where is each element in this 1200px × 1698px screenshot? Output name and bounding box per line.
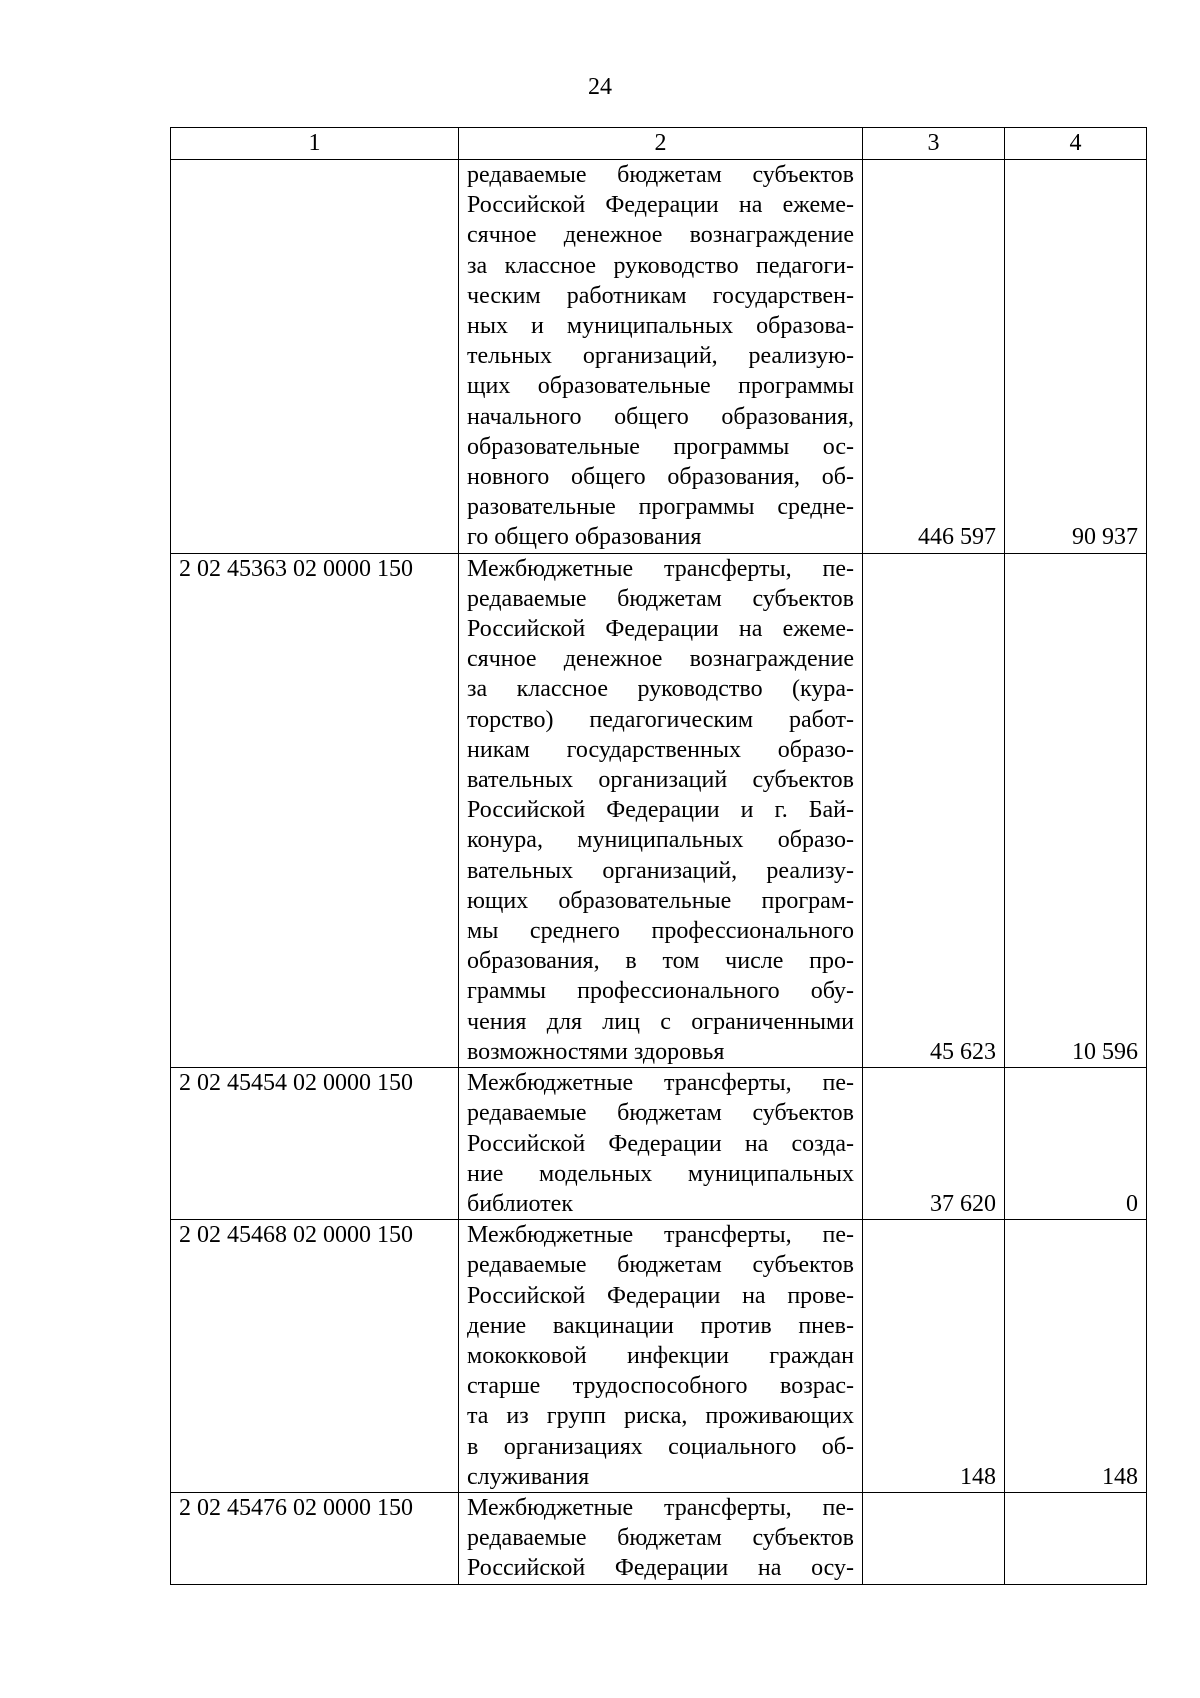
budget-table xyxy=(170,127,1147,1585)
amount-col4-cell xyxy=(1005,1492,1147,1584)
description-line: го общего образования xyxy=(467,524,702,551)
amount-col3-cell: 446 597 xyxy=(863,160,1005,554)
description-line: конура, муниципальных образо- xyxy=(467,827,854,854)
description-line: Межбюджетные трансферты, пе- xyxy=(467,1070,854,1097)
description-line: чения для лиц с ограниченными xyxy=(467,1008,854,1035)
description-line: Российской Федерации и г. Бай- xyxy=(467,797,854,824)
description-line: в организациях социального об- xyxy=(467,1433,854,1460)
amount-col4-cell: 0 xyxy=(1005,1068,1147,1220)
description-line: редаваемые бюджетам субъектов xyxy=(467,1100,854,1127)
column-header-4: 4 xyxy=(1005,128,1147,160)
description-line: никам государственных образо- xyxy=(467,736,854,763)
description-line: Российской Федерации на осу- xyxy=(467,1555,854,1582)
table-row xyxy=(171,1492,1147,1584)
description-cell xyxy=(459,1068,863,1220)
table-row xyxy=(171,553,1147,1067)
column-header-1: 1 xyxy=(171,128,459,160)
description-line: дение вакцинации против пнев- xyxy=(467,1312,854,1339)
description-line: ние модельных муниципальных xyxy=(467,1160,854,1187)
description-cell xyxy=(459,160,863,554)
description-line: новного общего образования, об- xyxy=(467,464,854,491)
description-line: образовательные программы ос- xyxy=(467,433,854,460)
budget-code-cell xyxy=(171,160,459,554)
description-cell xyxy=(459,1220,863,1493)
amount-col3-cell: 45 623 xyxy=(863,553,1005,1067)
description-line: Межбюджетные трансферты, пе- xyxy=(467,1494,854,1521)
description-line: вательных организаций, реализу- xyxy=(467,857,854,884)
description-line: Российской Федерации на прове- xyxy=(467,1282,854,1309)
description-line: торство) педагогическим работ- xyxy=(467,706,854,733)
description-line: мококковой инфекции граждан xyxy=(467,1342,854,1369)
amount-col3-cell: 148 xyxy=(863,1220,1005,1493)
description-line: за классное руководство (кура- xyxy=(467,676,854,703)
table-row xyxy=(171,1220,1147,1493)
amount-col4-cell: 10 596 xyxy=(1005,553,1147,1067)
description-line: за классное руководство педагоги- xyxy=(467,252,854,279)
budget-code-cell: 2 02 45363 02 0000 150 xyxy=(171,553,459,1067)
page-number: 24 xyxy=(588,74,612,100)
amount-col3-cell xyxy=(863,1492,1005,1584)
description-cell xyxy=(459,553,863,1067)
description-line: Межбюджетные трансферты, пе- xyxy=(467,1222,854,1249)
column-header-2: 2 xyxy=(459,128,863,160)
description-line: граммы профессионального обу- xyxy=(467,978,854,1005)
description-line: щих образовательные программы xyxy=(467,373,854,400)
description-line: тельных организаций, реализую- xyxy=(467,343,854,370)
description-line: служивания xyxy=(467,1463,590,1490)
description-cell xyxy=(459,1492,863,1584)
column-header-3: 3 xyxy=(863,128,1005,160)
description-line: ческим работникам государствен- xyxy=(467,282,854,309)
description-line: сячное денежное вознаграждение xyxy=(467,222,854,249)
description-line: Российской Федерации на ежеме- xyxy=(467,616,854,643)
description-line: редаваемые бюджетам субъектов xyxy=(467,162,854,188)
description-line: библиотек xyxy=(467,1190,573,1217)
budget-code-cell: 2 02 45468 02 0000 150 xyxy=(171,1220,459,1493)
description-line: разовательные программы средне- xyxy=(467,494,854,521)
description-line: та из групп риска, проживающих xyxy=(467,1403,854,1430)
table-row xyxy=(171,160,1147,554)
description-line: Российской Федерации на созда- xyxy=(467,1130,854,1157)
description-line: Межбюджетные трансферты, пе- xyxy=(467,555,854,582)
table-body xyxy=(171,160,1147,1585)
amount-col4-cell: 148 xyxy=(1005,1220,1147,1493)
description-line: мы среднего профессионального xyxy=(467,918,854,945)
description-line: редаваемые бюджетам субъектов xyxy=(467,1525,854,1552)
table-header-row xyxy=(171,128,1147,160)
amount-col4-cell: 90 937 xyxy=(1005,160,1147,554)
table-row xyxy=(171,1068,1147,1220)
budget-code-cell: 2 02 45454 02 0000 150 xyxy=(171,1068,459,1220)
description-line: старше трудоспособного возрас- xyxy=(467,1373,854,1400)
description-line: ющих образовательные програм- xyxy=(467,887,854,914)
description-line: ных и муниципальных образова- xyxy=(467,313,854,340)
description-line: образования, в том числе про- xyxy=(467,948,854,975)
description-line: редаваемые бюджетам субъектов xyxy=(467,585,854,612)
budget-code-cell: 2 02 45476 02 0000 150 xyxy=(171,1492,459,1584)
amount-col3-cell: 37 620 xyxy=(863,1068,1005,1220)
description-line: сячное денежное вознаграждение xyxy=(467,646,854,673)
description-line: Российской Федерации на ежеме- xyxy=(467,192,854,219)
description-line: вательных организаций субъектов xyxy=(467,767,854,794)
description-line: возможностями здоровья xyxy=(467,1038,725,1065)
description-line: редаваемые бюджетам субъектов xyxy=(467,1252,854,1279)
description-line: начального общего образования, xyxy=(467,403,854,430)
